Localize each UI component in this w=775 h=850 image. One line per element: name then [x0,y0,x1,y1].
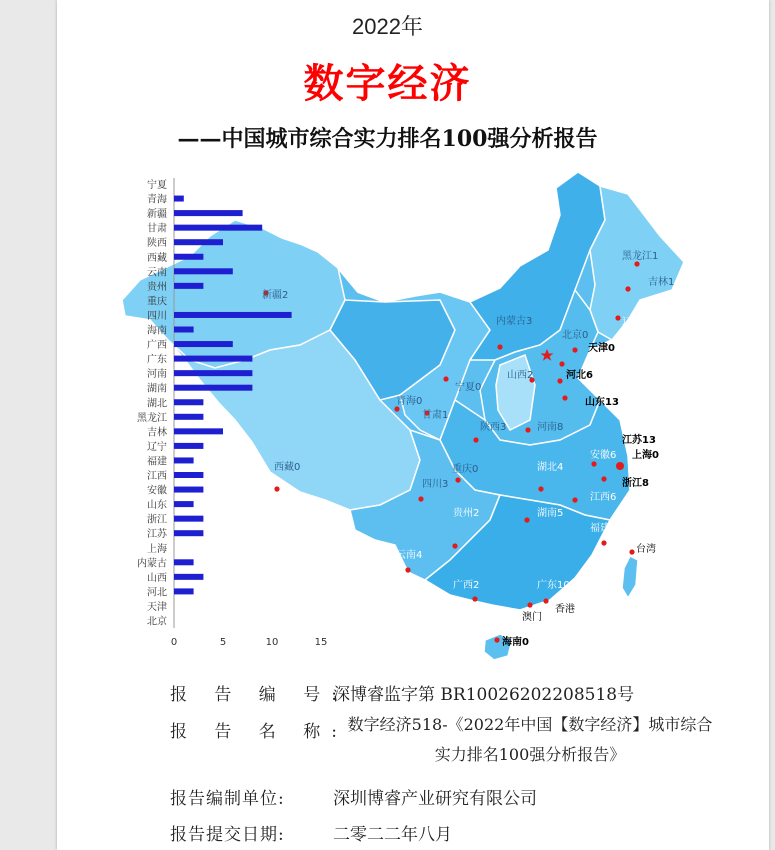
bar [174,254,203,260]
report-subtitle: ——中国城市综合实力排名100强分析报告 [177,126,598,152]
bar-category-label: 广西 [147,340,167,352]
map-label: 香港 [555,604,575,615]
bar [174,283,203,289]
bar [174,399,203,405]
city-dot [494,637,499,642]
bar-category-label: 河北 [147,587,167,599]
map-label: 台湾 [636,544,656,555]
city-dot [557,378,562,383]
bar-category-label: 湖北 [147,398,167,410]
map-label: 河北6 [566,370,593,381]
bar-category-label: 陕西 [147,238,167,250]
city-dot [601,540,606,545]
bar-category-label: 浙江 [147,514,167,526]
report-name-value [340,710,720,770]
map-label: 重庆0 [452,464,479,475]
city-dot [629,549,634,554]
map-label: 湖南5 [537,508,564,519]
bar [174,327,194,333]
report-unit-label: 报告编制单位: [170,789,285,809]
map-label: 澳门 [522,612,542,623]
bar [174,414,203,420]
region-taiwan [622,556,638,598]
bar [174,487,203,493]
map-label: 广东10 [537,580,570,591]
bar-x-tick-label: 10 [265,637,279,648]
bar-category-label: 黑龙江 [137,412,167,424]
bar-category-label: 安徽 [147,485,167,497]
city-dot [472,596,477,601]
city-dot [572,347,577,352]
map-label: 宁夏0 [455,382,482,393]
bar [174,225,262,231]
map-label: 江西6 [590,492,617,503]
bar-category-label: 江苏 [147,529,167,541]
bar-category-label: 江西 [147,471,167,482]
map-label: 北京0 [562,330,589,341]
map-label: 青海0 [396,396,423,407]
bar [174,268,233,274]
bar-x-tick-label: 0 [170,637,178,648]
bar [174,385,252,391]
bar-x-tick-label: 15 [314,637,328,648]
bar [174,312,292,318]
map-label: 新疆2 [262,290,289,301]
bar-category-label: 辽宁 [147,441,167,453]
city-dot [527,602,532,607]
city-dot [543,598,548,603]
bar-category-label: 湖南 [147,383,167,395]
bar-category-label: 海南 [147,325,167,337]
bar-category-label: 重庆 [147,296,167,308]
report-name-line2: 实力排名100强分析报告》 [434,745,626,764]
bar-category-label: 宁夏 [147,180,167,191]
report-unit-value: 深圳博睿产业研究有限公司 [333,789,537,809]
bar-category-label: 青海 [147,194,167,206]
map-label: 上海0 [632,450,659,461]
bar [174,501,194,507]
map-label: 甘肃1 [422,410,449,421]
city-dot [443,376,448,381]
bar [174,530,203,536]
city-dot [615,315,620,320]
map-label: 湖北4 [537,462,564,473]
bar [174,457,194,463]
city-dot [394,406,399,411]
map-label: 天津0 [588,343,615,354]
city-dot [524,517,529,522]
bar-category-labels [137,178,168,628]
report-year: 2022年 [352,14,423,39]
map-label: 吉林1 [648,277,675,288]
report-date-label: 报告提交日期: [170,825,285,845]
bar [174,196,184,202]
report-date-value: 二零二二年八月 [333,825,452,845]
bar [174,588,194,594]
city-dot [634,261,639,266]
city-dot [591,461,596,466]
city-dot [616,462,624,470]
bar [174,428,223,434]
report-name-label: 报 告 名 称: [170,722,348,742]
bar-category-label: 上海 [147,543,167,555]
bar-category-label: 天津 [147,601,167,613]
bar [174,370,252,376]
city-dot [572,497,577,502]
bar-category-label: 四川 [147,310,167,322]
city-dot [405,567,410,572]
bar-category-label: 甘肃 [147,223,167,235]
report-title: 数字经济 [303,60,472,107]
bar [174,443,203,449]
map-label: 内蒙古3 [496,316,533,327]
map-label: 江苏13 [622,435,656,446]
city-dot [473,437,478,442]
city-dot [418,496,423,501]
bar-category-label: 山西 [147,572,167,584]
map-label: 四川3 [422,479,449,490]
bar [174,356,252,362]
bar-x-ticks [171,637,328,648]
map-label: 河南8 [537,422,564,433]
bar [174,210,243,216]
map-label: 西藏0 [274,462,301,473]
city-dot [274,486,279,491]
bar-x-tick-label: 5 [219,637,227,648]
bar-category-label: 西藏 [147,252,167,264]
city-dot [562,395,567,400]
china-map-figure [0,165,775,665]
city-dot [559,361,564,366]
bar-category-label: 内蒙古 [137,558,167,570]
map-label: 海南0 [502,637,529,648]
map-label: 山东13 [585,397,619,408]
bar-category-label: 福建 [147,456,167,468]
map-label: 山西2 [507,370,534,381]
bar-category-label: 云南 [147,267,167,279]
map-label: 云南4 [396,550,423,561]
city-dot [452,543,457,548]
map-label: 黑龙江1 [622,251,659,262]
bar-category-label: 山东 [147,500,167,512]
city-dot [601,476,606,481]
city-dot [538,486,543,491]
bar-category-label: 北京 [147,616,167,628]
report-number-label: 报 告 编 号: [170,685,348,705]
bar-category-label: 新疆 [147,209,167,221]
map-label: 安徽6 [590,450,617,461]
bar-category-label: 贵州 [147,281,167,293]
bar [174,516,203,522]
bar [174,472,203,478]
bar [174,574,203,580]
map-label: 陕西3 [480,422,507,433]
bar [174,559,194,565]
map-label: 贵州2 [453,508,480,519]
city-dot [455,477,460,482]
report-number-value: 深博睿监字第 BR10026202208518号 [333,685,635,705]
city-dot [625,286,630,291]
city-dot [525,427,530,432]
map-label: 广西2 [453,580,480,591]
bar [174,341,233,347]
bar [174,239,223,245]
report-name-line1: 数字经济518-《2022年中国【数字经济】城市综合 [347,715,713,734]
bar-category-label: 河南 [147,369,167,381]
city-dot [497,344,502,349]
map-label: 福建8 [590,523,617,534]
map-label: 辽宁2 [622,317,649,328]
bar-category-label: 吉林 [147,427,167,439]
map-label: 浙江8 [622,478,649,489]
bar-category-label: 广东 [147,354,167,366]
